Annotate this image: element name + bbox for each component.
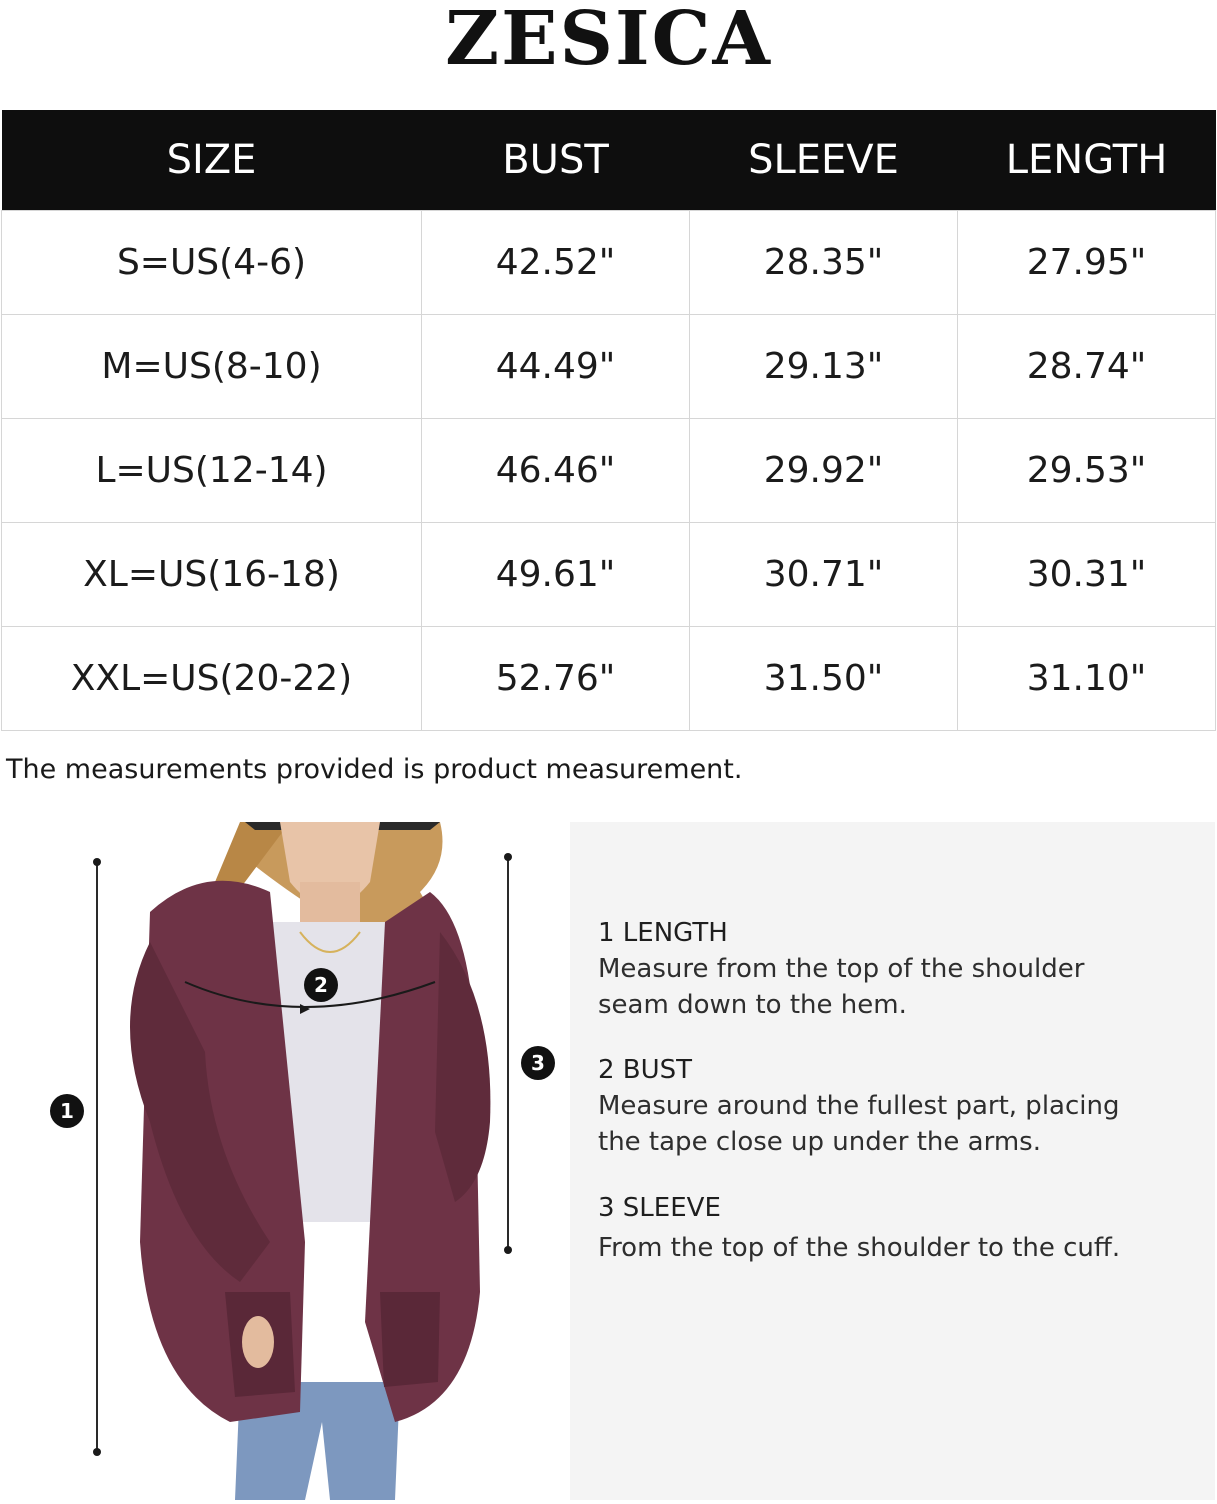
guide-title: 2 BUST <box>598 1055 693 1085</box>
size-cell: S=US(4-6) <box>2 211 422 315</box>
guide-description: Measure from the top of the shoulder seam down to the hem. <box>598 954 1085 1020</box>
guide-bust <box>598 1052 1188 1160</box>
table-row <box>2 419 1216 523</box>
size-cell: L=US(12-14) <box>2 419 422 523</box>
header-size: SIZE <box>2 110 422 211</box>
bust-cell: 49.61" <box>422 523 690 627</box>
sleeve-cell: 29.92" <box>690 419 958 523</box>
table-header-row <box>2 110 1216 211</box>
length-cell: 27.95" <box>958 211 1216 315</box>
sleeve-cell: 31.50" <box>690 627 958 731</box>
size-cell: XL=US(16-18) <box>2 523 422 627</box>
guide-description: From the top of the shoulder to the cuff. <box>598 1233 1121 1263</box>
product-illustration <box>0 822 560 1500</box>
length-cell: 30.31" <box>958 523 1216 627</box>
table-row <box>2 315 1216 419</box>
marker-sleeve: 3 <box>521 1046 555 1080</box>
table-row <box>2 627 1216 731</box>
sleeve-cell: 29.13" <box>690 315 958 419</box>
guide-description: Measure around the fullest part, placing the tape close up under the arms. <box>598 1091 1120 1157</box>
length-cell: 28.74" <box>958 315 1216 419</box>
bust-cell: 46.46" <box>422 419 690 523</box>
bust-cell: 44.49" <box>422 315 690 419</box>
length-cell: 29.53" <box>958 419 1216 523</box>
table-row <box>2 523 1216 627</box>
size-cell: M=US(8-10) <box>2 315 422 419</box>
bust-cell: 52.76" <box>422 627 690 731</box>
header-length: LENGTH <box>958 110 1216 211</box>
sleeve-cell: 30.71" <box>690 523 958 627</box>
marker-length: 1 <box>50 1094 84 1128</box>
header-sleeve: SLEEVE <box>690 110 958 211</box>
sleeve-cell: 28.35" <box>690 211 958 315</box>
cardigan-figure <box>0 822 560 1500</box>
guide-sleeve <box>598 1190 1188 1266</box>
table-row <box>2 211 1216 315</box>
size-cell: XXL=US(20-22) <box>2 627 422 731</box>
header-bust: BUST <box>422 110 690 211</box>
marker-bust: 2 <box>304 968 338 1002</box>
brand-logo: ZESICA <box>445 0 772 82</box>
measurement-guide-panel <box>570 822 1215 1500</box>
size-chart-table <box>1 110 1216 731</box>
length-cell: 31.10" <box>958 627 1216 731</box>
guide-length <box>598 915 1188 1023</box>
guide-title: 1 LENGTH <box>598 918 728 948</box>
measurement-note: The measurements provided is product measurement. <box>6 754 743 785</box>
guide-title: 3 SLEEVE <box>598 1193 721 1223</box>
bust-cell: 42.52" <box>422 211 690 315</box>
